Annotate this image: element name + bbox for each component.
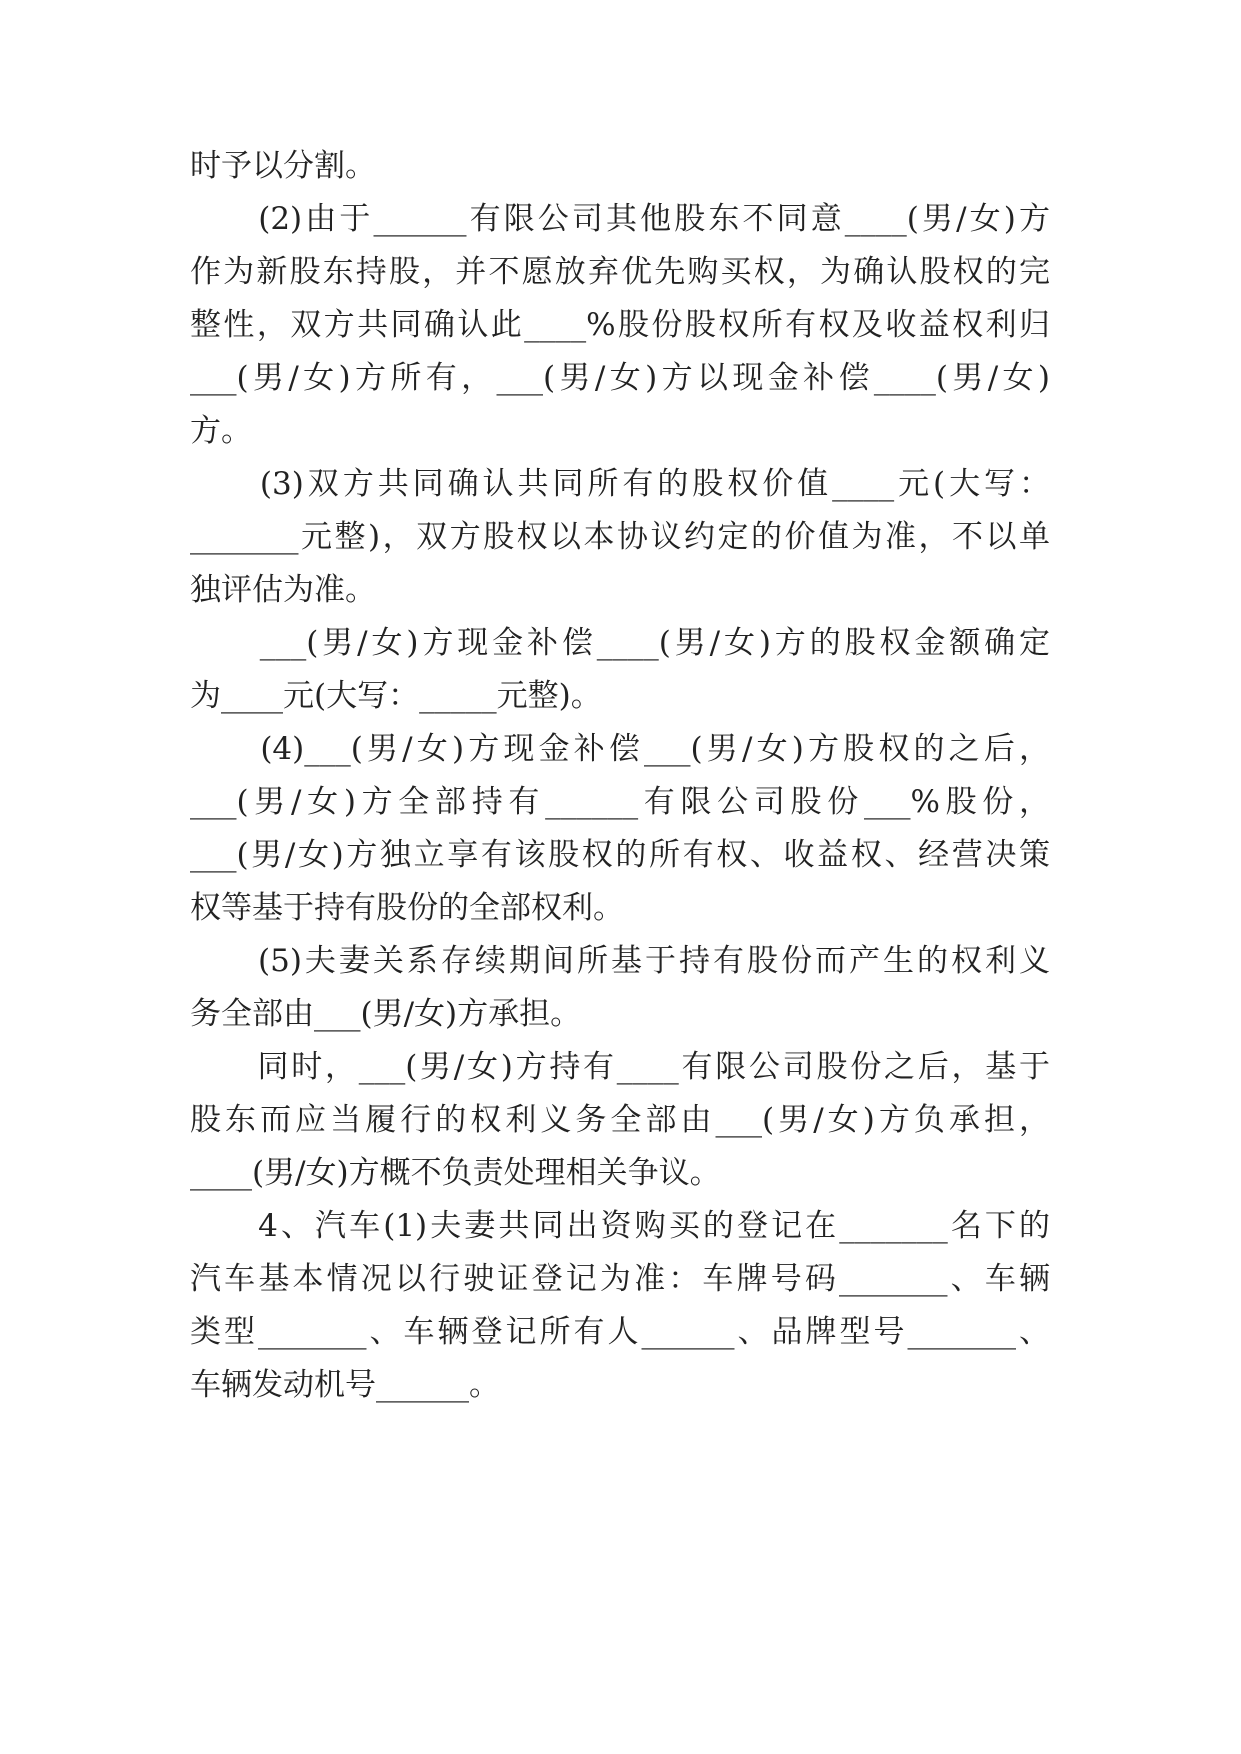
text-line: (3)双方共同确认共同所有的股权价值____元(大写：	[190, 466, 1050, 502]
text-line: _______元整)，双方股权以本协议约定的价值为准，不以单	[190, 519, 1050, 555]
text-line: 4、汽车(1)夫妻共同出资购买的登记在_______名下的	[190, 1208, 1050, 1244]
text-line: (4)___(男/女)方现金补偿___(男/女)方股权的之后，	[190, 731, 1050, 767]
text-line: 股东而应当履行的权利义务全部由___(男/女)方负承担，	[190, 1102, 1050, 1138]
text-line: ___(男/女)方全部持有______有限公司股份___%股份，	[190, 784, 1050, 820]
text-line: ___(男/女)方现金补偿____(男/女)方的股权金额确定	[190, 625, 1050, 661]
text-line: 车辆发动机号______。	[190, 1367, 500, 1403]
text-line: 权等基于持有股份的全部权利。	[190, 890, 624, 926]
text-line: 同时，___(男/女)方持有____有限公司股份之后，基于	[190, 1049, 1050, 1085]
text-line: (5)夫妻关系存续期间所基于持有股份而产生的权利义	[190, 943, 1050, 979]
text-line: 整性，双方共同确认此____%股份股权所有权及收益权利归	[190, 307, 1050, 343]
text-line: 务全部由___(男/女)方承担。	[190, 996, 582, 1032]
text-line: ___(男/女)方独立享有该股权的所有权、收益权、经营决策	[190, 837, 1050, 873]
text-line: (2)由于______有限公司其他股东不同意____(男/女)方	[190, 201, 1050, 237]
text-line: 独评估为准。	[190, 572, 376, 608]
text-line: ___(男/女)方所有，___(男/女)方以现金补偿____(男/女)	[190, 360, 1050, 396]
text-line: ____(男/女)方概不负责处理相关争议。	[190, 1155, 721, 1191]
text-line: 作为新股东持股，并不愿放弃优先购买权，为确认股权的完	[190, 254, 1050, 290]
text-line: 类型_______、车辆登记所有人______、品牌型号_______、	[190, 1314, 1050, 1350]
text-line: 汽车基本情况以行驶证登记为准：车牌号码_______、车辆	[190, 1261, 1050, 1297]
text-line: 方。	[190, 413, 252, 449]
text-line: 时予以分割。	[190, 148, 376, 184]
text-line: 为____元(大写：_____元整)。	[190, 678, 602, 714]
